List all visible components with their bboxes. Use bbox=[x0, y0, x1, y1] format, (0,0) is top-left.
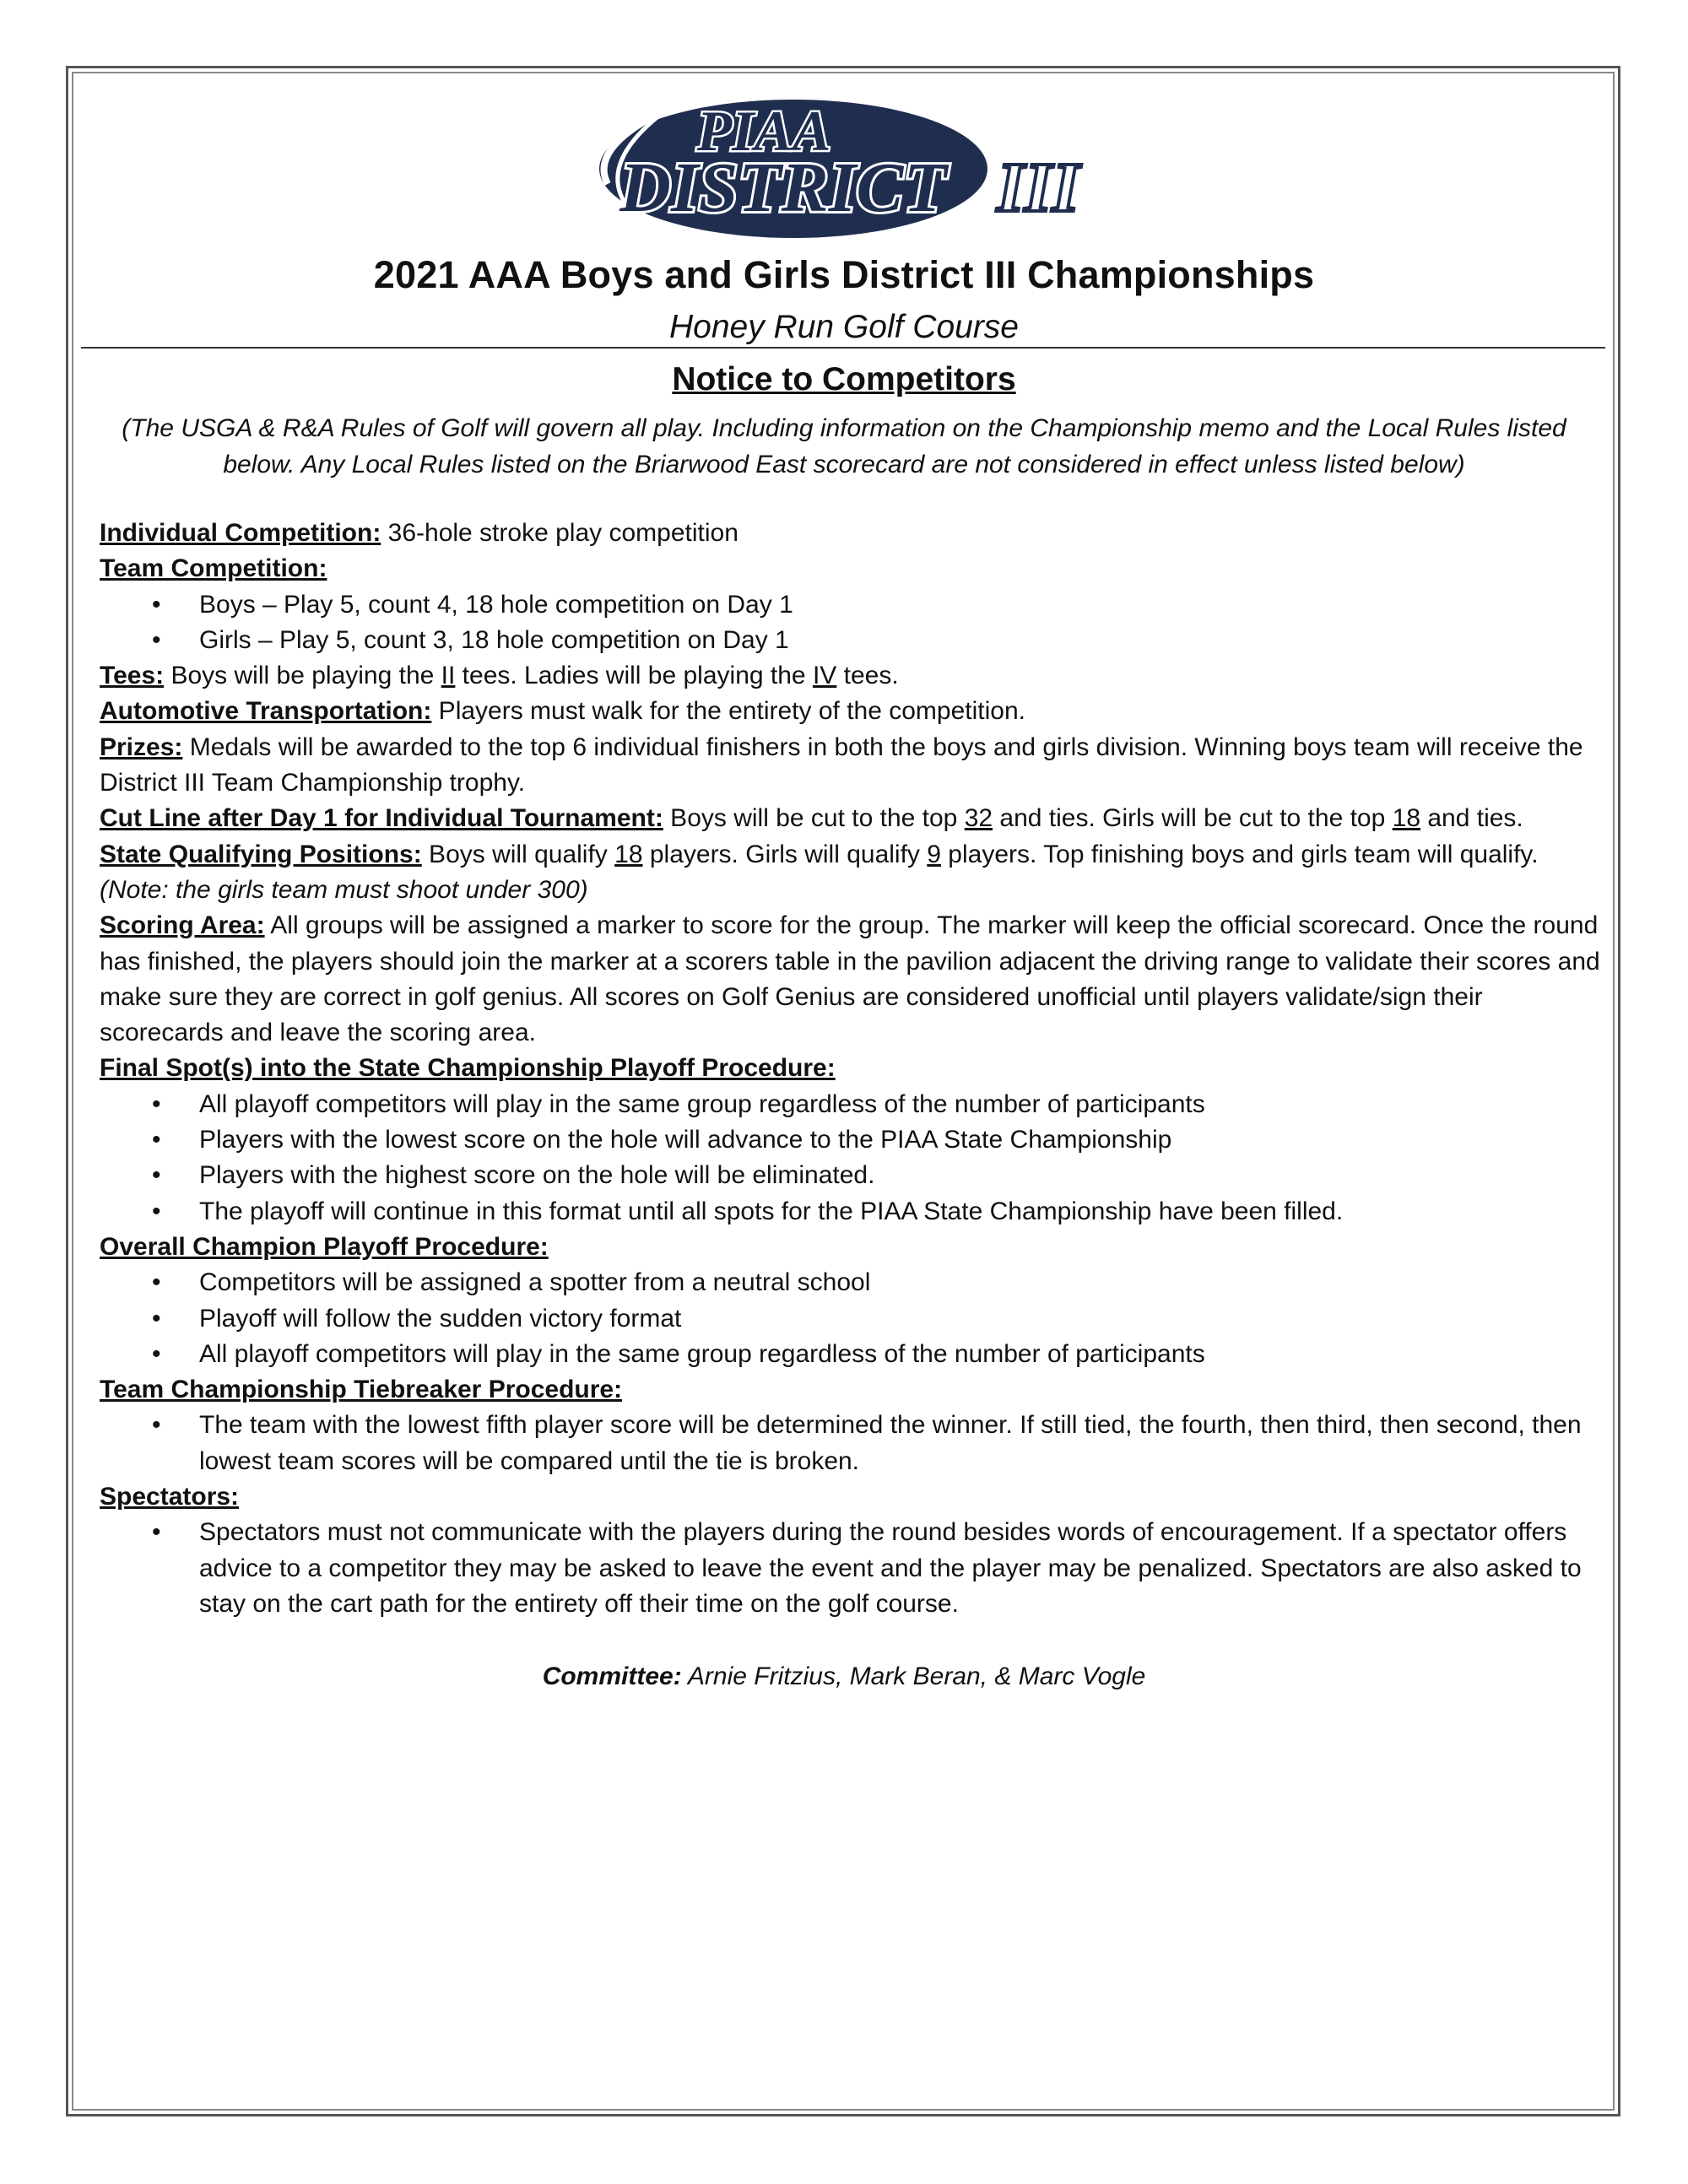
spectators-list bbox=[100, 1515, 1602, 1622]
list-item: • All playoff competitors will play in the same group regardless of the number of participants bbox=[100, 1087, 1602, 1122]
list-item: • Players with the lowest score on the hole will advance to the PIAA State Championship bbox=[100, 1122, 1602, 1158]
boys-qualify: 18 bbox=[614, 840, 643, 868]
girls-tee: IV bbox=[812, 662, 837, 690]
list-item: • Playoff will follow the sudden victory format bbox=[100, 1301, 1602, 1337]
list-item: • The team with the lowest fifth player score will be determined the winner. If still tied, the fourth, then third, then second, then lowest team scores will be compared until the tie is broken. bbox=[100, 1408, 1602, 1479]
notice-body bbox=[100, 516, 1602, 1622]
scoring-label: Scoring Area: bbox=[100, 911, 265, 940]
list-item: • Spectators must not communicate with the players during the round besides words of encouragement. If a spectator offers advice to a competitor they may be asked to leave the event and the player may be penalized. Spectators are also asked to stay on the cart path for the entirety off their time on the golf course. bbox=[100, 1515, 1602, 1622]
final-spot-label: Final Spot(s) into the State Championship Playoff Procedure: bbox=[100, 1054, 836, 1083]
spectators-label: Spectators: bbox=[100, 1483, 240, 1511]
svg-text:PIAA: PIAA bbox=[696, 99, 831, 163]
qualifying-label: State Qualifying Positions: bbox=[100, 840, 422, 868]
list-item: • Players with the highest score on the hole will be eliminated. bbox=[100, 1158, 1602, 1193]
final-spot-list bbox=[100, 1087, 1602, 1230]
cut-text: and ties. Girls will be cut to the top bbox=[993, 804, 1393, 833]
course-name: Honey Run Golf Course bbox=[668, 309, 1020, 345]
svg-text:DISTRICT: DISTRICT bbox=[619, 149, 947, 227]
prizes-text: Medals will be awarded to the top 6 individual finishers in both the boys and girls division. Winning boys team will receive the District III Team Championship trophy. bbox=[100, 733, 1583, 797]
overall-list bbox=[100, 1265, 1602, 1372]
qualifying-text: players. Girls will qualify bbox=[642, 840, 928, 868]
scoring-area bbox=[100, 908, 1602, 1051]
individual-competition bbox=[100, 516, 1602, 551]
tiebreaker-label: Team Championship Tiebreaker Procedure: bbox=[100, 1376, 623, 1404]
cut-text: Boys will be cut to the top bbox=[663, 804, 965, 833]
cut-text: and ties. bbox=[1420, 804, 1523, 833]
svg-text:III: III bbox=[996, 149, 1080, 227]
list-item: • Boys – Play 5, count 4, 18 hole competition on Day 1 bbox=[100, 587, 1602, 623]
qualifying-note: (Note: the girls team must shoot under 300) bbox=[100, 875, 588, 904]
girls-cut: 18 bbox=[1392, 804, 1421, 833]
team-list bbox=[100, 587, 1602, 659]
list-item: • Competitors will be assigned a spotter from a neutral school bbox=[100, 1265, 1602, 1300]
individual-label: Individual Competition: bbox=[100, 519, 381, 547]
qualifying-text: players. Top finishing boys and girls team will qualify. bbox=[940, 840, 1539, 868]
page-title: 2021 AAA Boys and Girls District III Championships bbox=[373, 253, 1315, 296]
list-item: • All playoff competitors will play in the same group regardless of the number of participants bbox=[100, 1337, 1602, 1372]
governing-note: (The USGA & R&A Rules of Golf will govern all play. Including information on the Championship memo and the Local Rules listed below. Any Local Rules listed on the Briarwood East scorecard are not considered in effect unless listed below) bbox=[122, 414, 1566, 478]
tees-text: tees. Ladies will be playing the bbox=[455, 662, 813, 690]
tees-text: Boys will be playing the bbox=[164, 662, 441, 690]
piaa-district-iii-logo bbox=[574, 84, 1123, 253]
transport-text: Players must walk for the entirety of the competition. bbox=[431, 697, 1025, 726]
scoring-text: All groups will be assigned a marker to score for the group. The marker will keep the official scorecard. Once the round has finished, the players should join the marker at a scorers table in the pavilion adjacent the driving range to validate their scores and make sure they are correct in golf genius. All scores on Golf Genius are considered unofficial until players validate/sign their scorecards and leave the scoring area. bbox=[100, 911, 1600, 1047]
cut-line bbox=[100, 801, 1602, 836]
list-item: • Girls – Play 5, count 3, 18 hole competition on Day 1 bbox=[100, 623, 1602, 658]
transport-label: Automotive Transportation: bbox=[100, 697, 432, 726]
committee-names: Arnie Fritzius, Mark Beran, & Marc Vogle bbox=[681, 1662, 1146, 1690]
list-item: • The playoff will continue in this format until all spots for the PIAA State Championship have been filled. bbox=[100, 1194, 1602, 1230]
boys-tee: II bbox=[441, 662, 456, 690]
committee bbox=[0, 1662, 1688, 1691]
transportation bbox=[100, 694, 1602, 729]
tees bbox=[100, 658, 1602, 694]
team-label: Team Competition: bbox=[100, 554, 327, 583]
divider bbox=[81, 347, 1605, 349]
cut-label: Cut Line after Day 1 for Individual Tournament: bbox=[100, 804, 663, 833]
qualifying-text: Boys will qualify bbox=[421, 840, 615, 868]
individual-text: 36-hole stroke play competition bbox=[381, 519, 738, 547]
boys-cut: 32 bbox=[964, 804, 993, 833]
tees-text: tees. bbox=[836, 662, 899, 690]
girls-qualify: 9 bbox=[927, 840, 941, 868]
tiebreaker-list bbox=[100, 1408, 1602, 1479]
prizes bbox=[100, 730, 1602, 802]
overall-label: Overall Champion Playoff Procedure: bbox=[100, 1232, 549, 1261]
state-qualifying bbox=[100, 837, 1602, 873]
committee-label: Committee: bbox=[542, 1662, 682, 1690]
notice-heading: Notice to Competitors bbox=[672, 361, 1016, 397]
tees-label: Tees: bbox=[100, 662, 165, 690]
prizes-label: Prizes: bbox=[100, 733, 183, 761]
